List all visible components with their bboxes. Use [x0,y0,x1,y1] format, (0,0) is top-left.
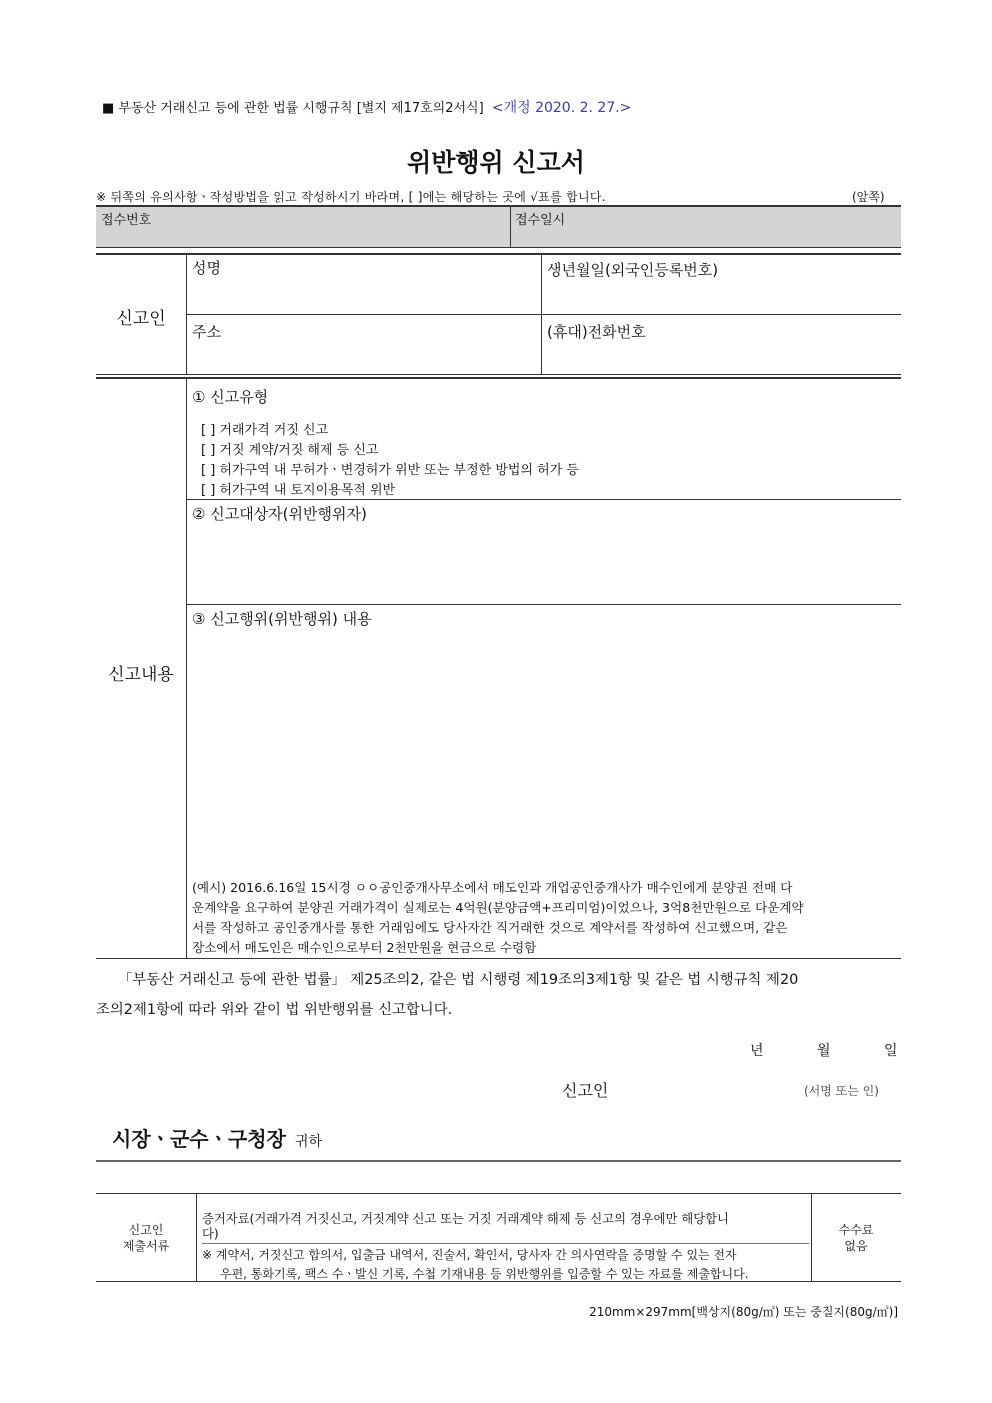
receipt-date-label: 접수일시 [515,213,566,228]
report-type-option: [ ] 허가구역 내 토지이용목적 위반 [201,483,396,498]
example-line: (예시) 2016.6.16일 15시경 ㅇㅇ공인중개사무소에서 매도인과 개업공인중개사가 매수인에게 분양권 전매 다 [192,880,793,895]
addressee [112,1123,322,1152]
revision-date: <개정 2020. 2. 27.> [491,100,632,116]
fee-cell [811,1222,901,1254]
date-month-label: 월 [817,1043,831,1059]
report-type-option: [ ] 허가구역 내 무허가ㆍ변경허가 위반 또는 부정한 방법의 허가 등 [201,463,579,478]
documents-note-line: 우편, 통화기록, 팩스 수ㆍ발신 기록, 수첩 기재내용 등 위반행위를 입증할 수 있는 자료를 제출합니다. [220,1267,749,1281]
regulation-text: ■ 부동산 거래신고 등에 관한 법률 시행규칙 [별지 제17호의2서식] [102,101,484,116]
declaration-line-2: 조의2제1항에 따라 위와 같이 법 위반행위를 신고합니다. [96,1002,453,1018]
example-line: 장소에서 매도인은 매수인으로부터 2천만원을 현금으로 수령함 [192,940,537,955]
content-section-label: 신고내용 [108,665,174,685]
documents-description [202,1212,729,1242]
address-field-label: 주소 [192,323,221,341]
report-type-option: [ ] 거래가격 거짓 신고 [201,423,329,438]
report-type-option: [ ] 거짓 계약/거짓 해제 등 신고 [201,443,379,458]
documents-label [96,1222,196,1254]
report-type-options [201,421,579,501]
regulation-reference [102,97,631,117]
example-line: 운계약을 요구하여 분양권 거래가격이 실제로는 4억원(분양금액+프리미엄)이었으나, 3억8천만원으로 다운계약 [192,900,804,915]
receipt-row [96,206,901,248]
documents-description-line: 다) [202,1227,219,1241]
example-text [192,878,898,958]
addressee-suffix: 귀하 [294,1134,323,1150]
date-day-label: 일 [884,1043,898,1059]
reporter-section-label: 신고인 [116,309,166,329]
example-line: 서를 작성하고 공인중개사를 통한 거래임에도 당사자간 직거래한 것으로 계약서를 작성하여 신고했으며, 같은 [192,920,788,935]
addressee-title: 시장ㆍ군수ㆍ구청장 [112,1127,286,1151]
receipt-number-label: 접수번호 [101,213,152,228]
signature-reporter-label: 신고인 [562,1081,609,1100]
signature-instruction: (서명 또는 인) [804,1084,879,1098]
declaration-line-1: 「부동산 거래신고 등에 관한 법률」 제25조의2, 같은 법 시행령 제19조의3제1항 및 같은 법 시행규칙 제20 [118,972,799,988]
birth-field-label: 생년월일(외국인등록번호) [547,261,719,279]
date-year-label: 년 [750,1043,764,1059]
report-target-heading: ② 신고대상자(위반행위자) [192,505,367,523]
page-title: 위반행위 신고서 [407,148,585,177]
documents-note [202,1246,749,1284]
fee-label: 수수료 [838,1223,874,1237]
report-type-heading: ① 신고유형 [192,388,269,406]
fee-value: 없음 [844,1239,868,1253]
documents-note-line: ※ 계약서, 거짓신고 합의서, 입출금 내역서, 진술서, 확인서, 당사자 간 의사연락을 증명할 수 있는 전자 [202,1248,737,1262]
instructions-notice: ※ 뒤쪽의 유의사항ㆍ작성방법을 읽고 작성하시기 바라며, [ ]에는 해당하는 곳에 √표를 합니다. [96,190,606,204]
paper-spec: 210mm×297mm[백상지(80g/㎡) 또는 중질지(80g/㎡)] [589,1305,898,1319]
documents-label-line: 제출서류 [122,1239,170,1253]
page-side-label: (앞쪽) [852,190,885,204]
documents-description-line: 증거자료(거래가격 거짓신고, 거짓계약 신고 또는 거짓 거래계약 해제 등 신고의 경우에만 해당합니 [202,1212,729,1226]
name-field-label: 성명 [192,259,221,277]
phone-field-label: (휴대)전화번호 [547,323,646,341]
documents-label-line: 신고인 [128,1223,164,1237]
report-act-heading: ③ 신고행위(위반행위) 내용 [192,610,372,628]
